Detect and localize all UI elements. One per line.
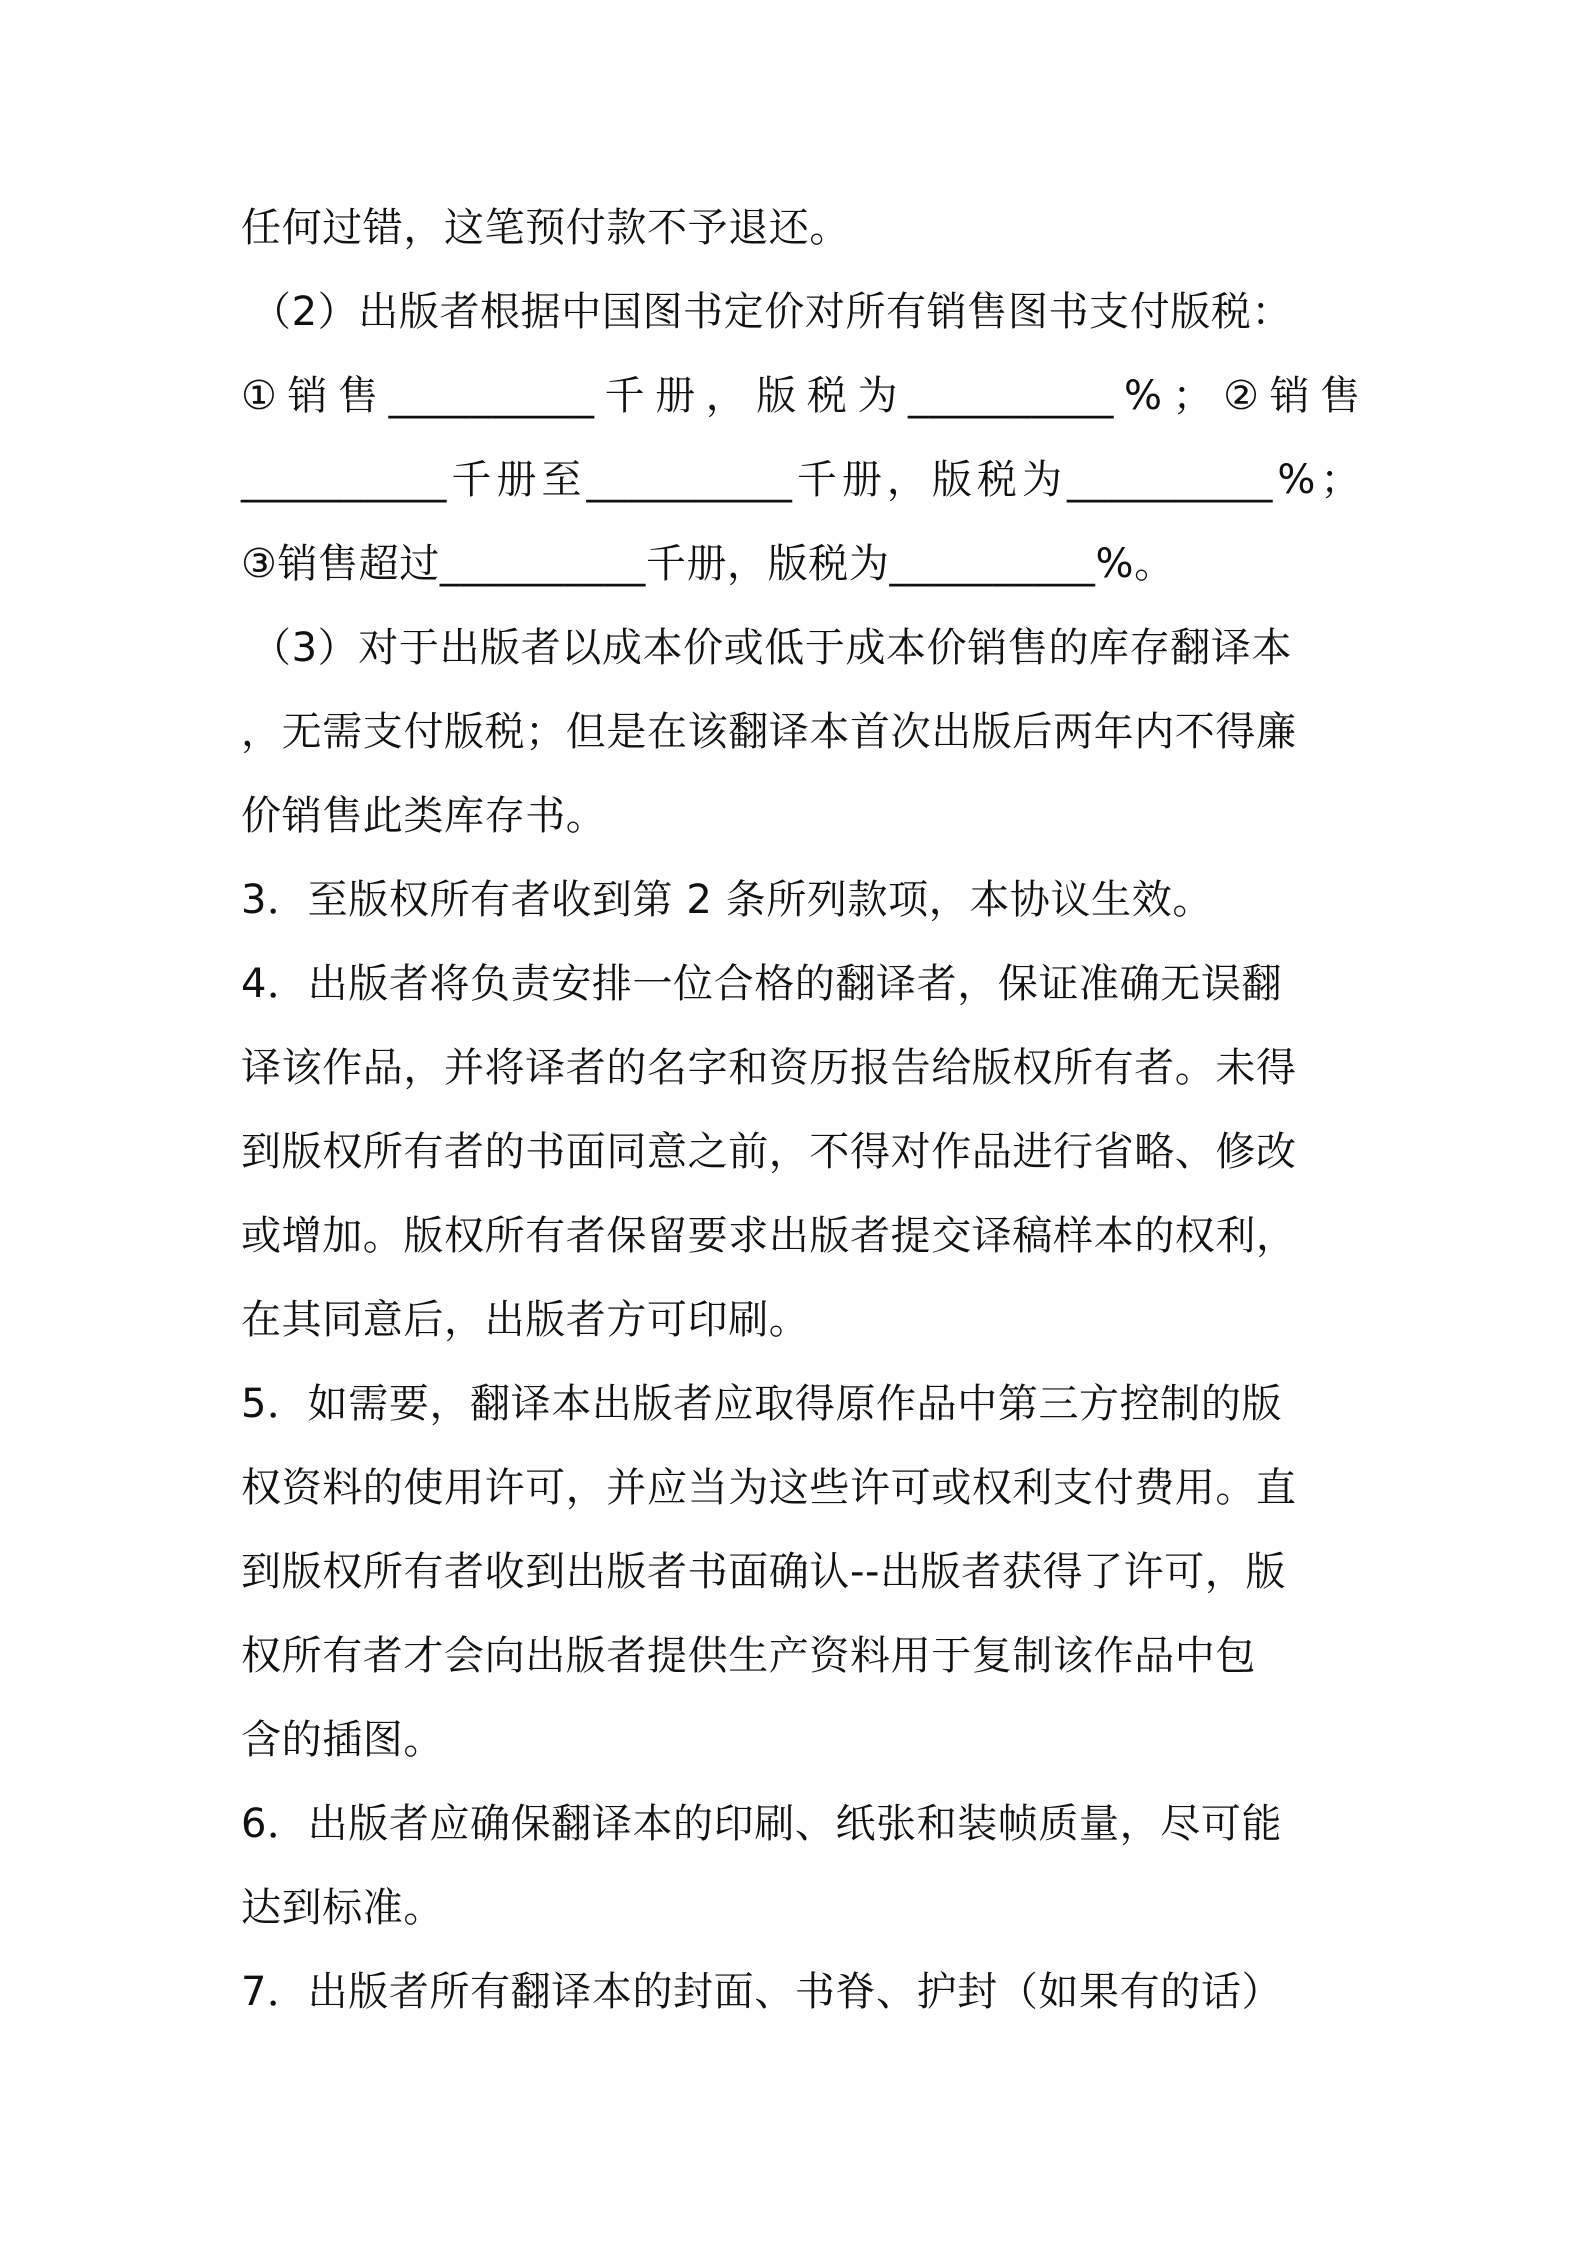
text-line: ，无需支付版税；但是在该翻译本首次出版后两年内不得廉 — [241, 709, 1297, 755]
text-char: ， — [886, 457, 928, 503]
text-line: 译该作品，并将译者的名字和资历报告给版权所有者。未得 — [241, 1045, 1297, 1091]
text-line: ③销售超过__________千册，版税为__________%。 — [241, 541, 1175, 587]
text-char: 销 — [1269, 373, 1311, 419]
text-char: 版 — [756, 373, 797, 419]
text-char: 至 — [541, 457, 583, 503]
text-line — [241, 366, 1361, 426]
text-line: 达到标准。 — [241, 1885, 444, 1931]
blank-field: __________ — [388, 373, 595, 419]
blank-field: __________ — [241, 457, 447, 503]
text-line: 权所有者才会向出版者提供生产资料用于复制该作品中包 — [241, 1633, 1256, 1679]
text-char: % — [1124, 373, 1163, 419]
text-line: 或增加。版权所有者保留要求出版者提交译稿样本的权利， — [241, 1213, 1297, 1259]
text-line: 4．出版者将负责安排一位合格的翻译者，保证准确无误翻 — [241, 961, 1283, 1007]
text-char: 为 — [1021, 457, 1063, 503]
text-char: ， — [705, 373, 747, 419]
text-char: 千 — [796, 457, 838, 503]
text-char: 千 — [451, 457, 493, 503]
text-char: 千 — [604, 373, 646, 419]
text-line: （3）对于出版者以成本价或低于成本价销售的库存翻译本 — [251, 625, 1293, 671]
text-char: 税 — [976, 457, 1018, 503]
text-line: 到版权所有者收到出版者书面确认--出版者获得了许可，版 — [241, 1549, 1287, 1595]
blank-field: __________ — [908, 373, 1115, 419]
text-char: 售 — [1320, 373, 1361, 419]
text-line: 7．出版者所有翻译本的封面、书脊、护封（如果有的话） — [241, 1969, 1283, 2015]
text-char: 税 — [806, 373, 848, 419]
text-char: ； — [1172, 373, 1214, 419]
text-char: 为 — [857, 373, 899, 419]
text-line: 3．至版权所有者收到第 2 条所列款项，本协议生效。 — [241, 877, 1213, 923]
text-char: 销 — [287, 373, 329, 419]
text-char: 册 — [841, 457, 883, 503]
text-line: 6．出版者应确保翻译本的印刷、纸张和装帧质量，尽可能 — [241, 1801, 1283, 1847]
blank-field: __________ — [1066, 457, 1273, 503]
text-line: （2）出版者根据中国图书定价对所有销售图书支付版税： — [251, 289, 1293, 335]
text-char: ① — [241, 373, 278, 419]
text-line: 5．如需要，翻译本出版者应取得原作品中第三方控制的版 — [241, 1381, 1283, 1427]
text-line: 任何过错，这笔预付款不予退还。 — [241, 205, 850, 251]
text-line: 含的插图。 — [241, 1717, 444, 1763]
blank-field: __________ — [586, 457, 793, 503]
text-line: 到版权所有者的书面同意之前，不得对作品进行省略、修改 — [241, 1129, 1297, 1175]
text-char: 版 — [931, 457, 973, 503]
text-line: 价销售此类库存书。 — [241, 793, 607, 839]
text-line: 权资料的使用许可，并应当为这些许可或权利支付费用。直 — [241, 1465, 1297, 1511]
text-line — [241, 450, 1361, 510]
text-char: 册 — [655, 373, 696, 419]
text-char: % — [1277, 457, 1316, 503]
text-char: 售 — [338, 373, 379, 419]
text-char: ； — [1320, 457, 1361, 503]
text-char: ② — [1223, 373, 1260, 419]
text-char: 册 — [496, 457, 538, 503]
text-line: 在其同意后，出版者方可印刷。 — [241, 1297, 810, 1343]
